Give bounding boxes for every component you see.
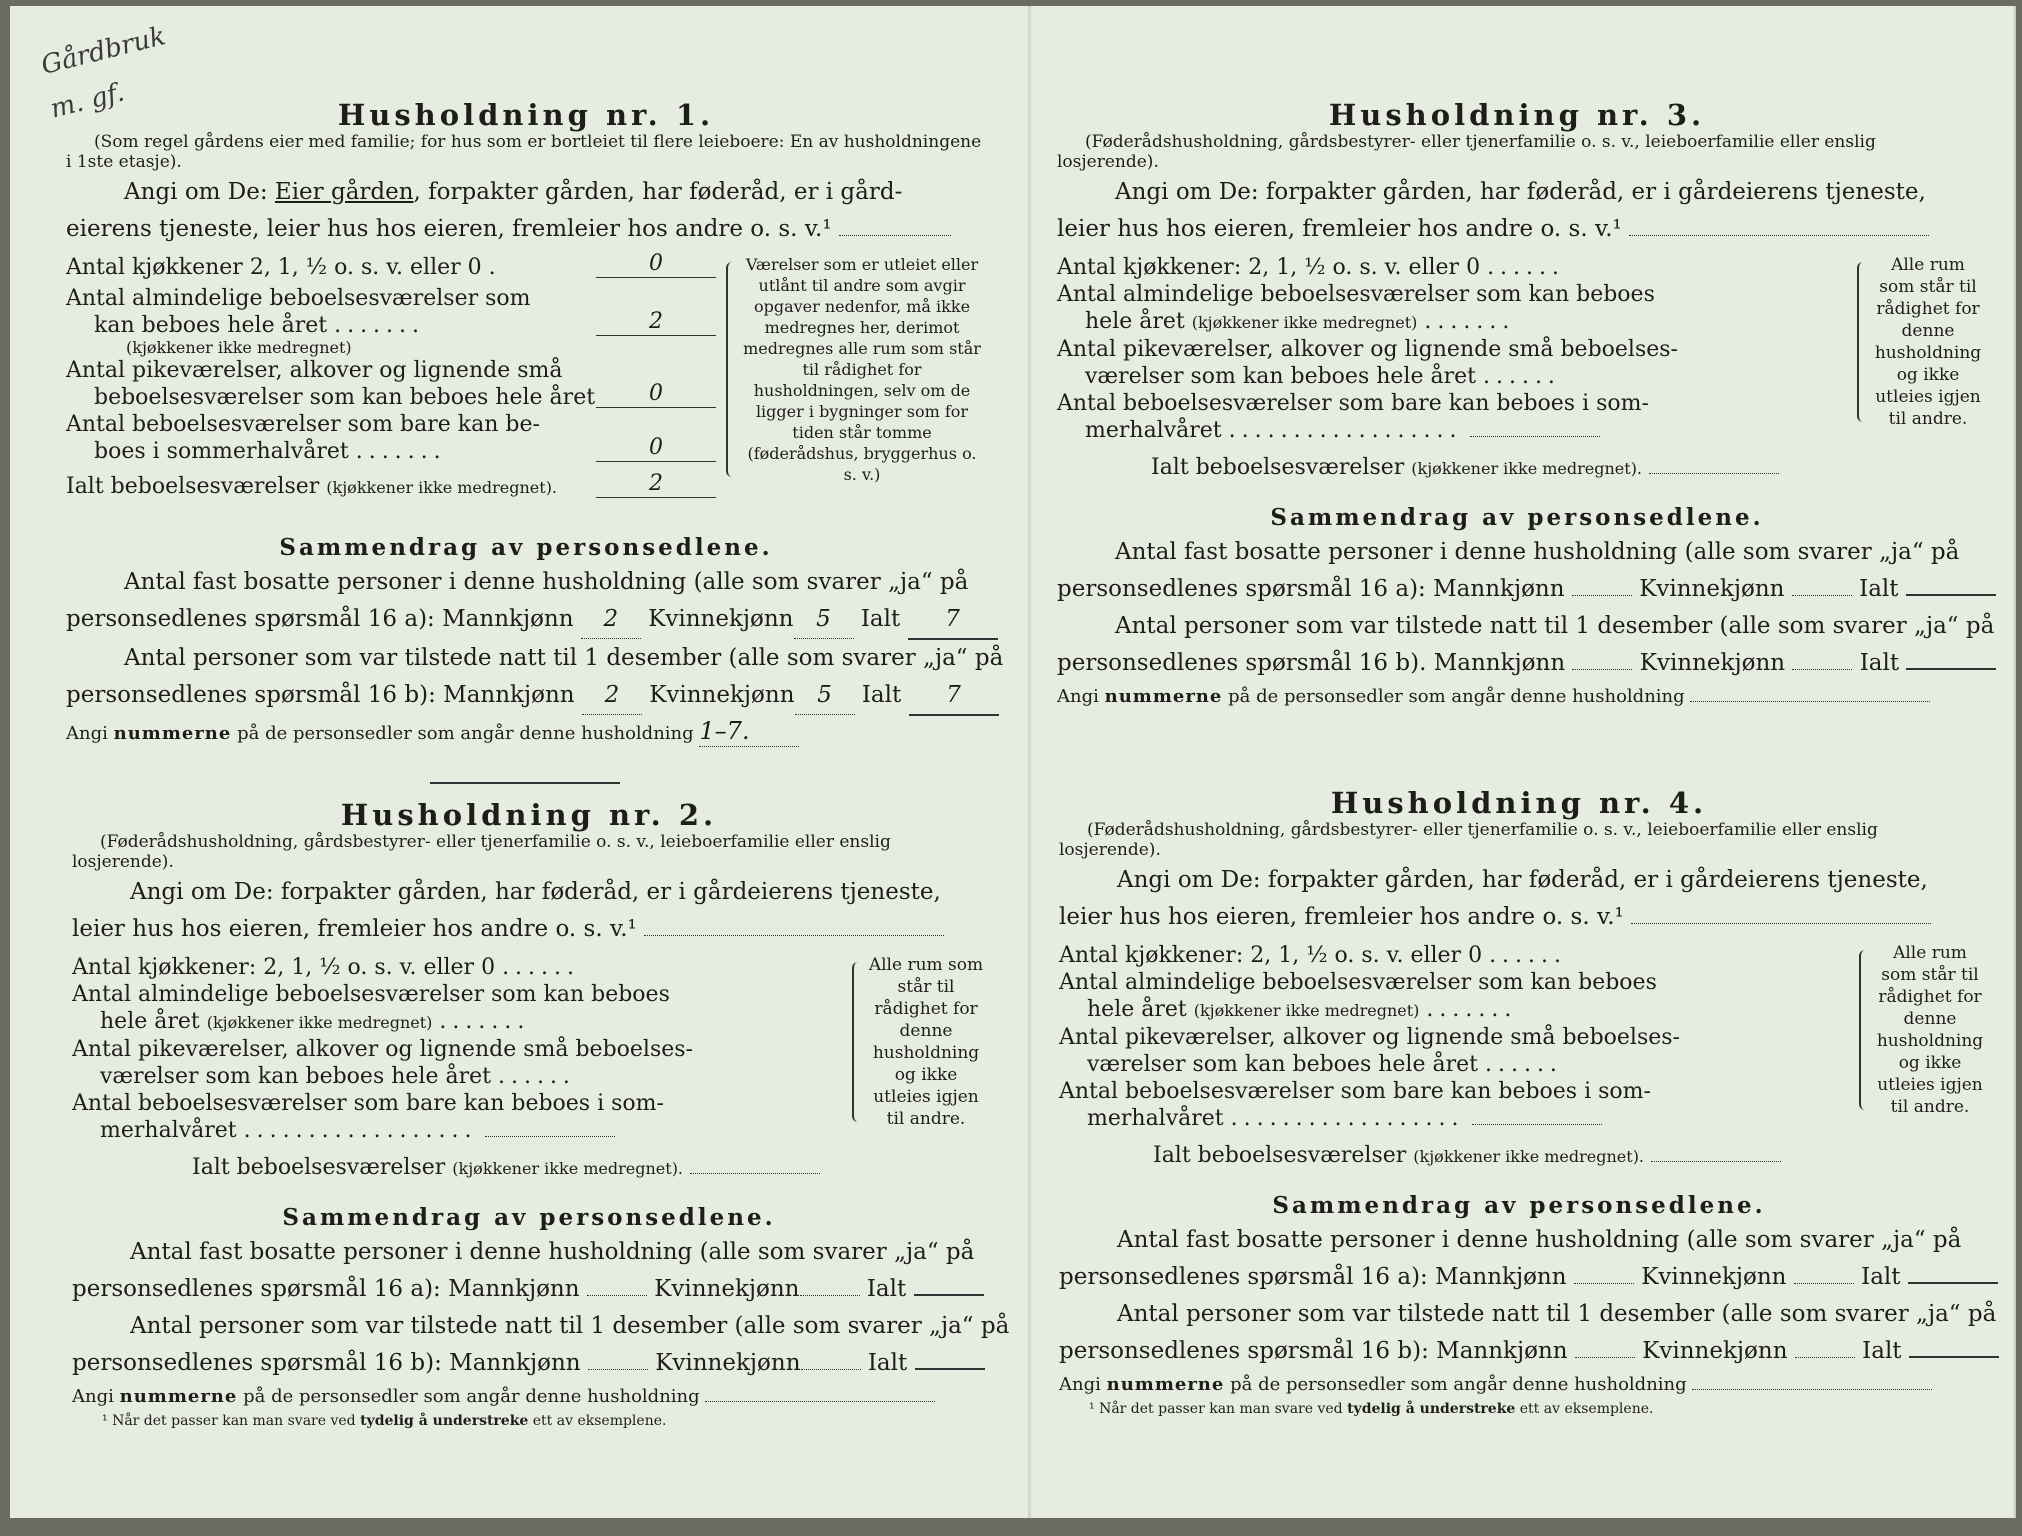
household-4-numbers	[1059, 1370, 1979, 1400]
household-3-summary-title: Sammendrag av personsedlene.	[1270, 504, 1764, 531]
present-label: personsedlenes spørsmål 16 b):	[66, 682, 436, 708]
present-male-blank	[1575, 1357, 1635, 1358]
resident-male-value: 2	[581, 601, 641, 639]
angi-line-2-text: eierens tjeneste, leier hus hos eieren, fremleier hos andre o. s. v.¹	[66, 216, 832, 242]
household-4-summary-title: Sammendrag av personsedlene.	[1272, 1192, 1766, 1219]
household-1	[66, 98, 1004, 749]
resident-total-value: 7	[908, 601, 998, 640]
resident-label: personsedlenes spørsmål 16 a):	[66, 606, 435, 632]
ordinary-row-b: hele året (kjøkkener ikke medregnet) .......	[1085, 309, 1516, 334]
angi-blank	[1631, 923, 1931, 924]
household-1-angi-line-1	[66, 174, 986, 211]
summer-row-a	[1057, 390, 1837, 417]
summer-label-a: Antal beboelsesværelser som bare kan beboes i som-	[72, 1091, 664, 1116]
total-label: Ialt beboelsesværelser	[66, 474, 320, 499]
total-paren: (kjøkkener ikke medregnet).	[1411, 459, 1643, 478]
ordinary-label-a: Antal almindelige beboelsesværelser som kan beboes	[1059, 970, 1657, 995]
maid-label-a: Antal pikeværelser, alkover og lignende små beboelses-	[1059, 1025, 1680, 1050]
household-2-numbers	[72, 1382, 986, 1412]
present-total-value: 7	[909, 677, 999, 716]
maid-label-b: beboelsesværelser som kan beboes hele året	[94, 385, 596, 410]
household-3-present-1: Antal personer som var tilstede natt til 1 desember (alle som svarer „ja“ på	[1115, 613, 1995, 639]
male-label: Mannkjønn	[1433, 650, 1566, 676]
summer-label-b: merhalvåret	[100, 1118, 237, 1143]
resident-label: personsedlenes spørsmål 16 a):	[72, 1276, 441, 1302]
margin-note-2: m. gf.	[47, 77, 128, 125]
female-label: Kvinnekjønn	[1639, 650, 1786, 676]
maid-row-a	[1057, 336, 1837, 363]
household-1-rooms	[66, 251, 986, 524]
household-1-resident-2	[66, 601, 986, 640]
total-short-label: Ialt	[860, 606, 901, 632]
numbers-bold: nummerne	[113, 723, 232, 744]
present-label: personsedlenes spørsmål 16 b):	[1059, 1338, 1429, 1364]
numbers-bold: nummerne	[119, 1386, 238, 1407]
female-label: Kvinnekjønn	[1641, 1264, 1787, 1290]
summer-label-a: Antal beboelsesværelser som bare kan beboes i som-	[1057, 391, 1649, 416]
summer-label-a: Antal beboelsesværelser som bare kan be-	[66, 412, 540, 437]
household-4-present-1: Antal personer som var tilstede natt til 1 desember (alle som svarer „ja“ på	[1117, 1301, 1997, 1327]
female-label: Kvinnekjønn	[655, 1350, 801, 1376]
household-2-resident-1: Antal fast bosatte personer i denne husholdning (alle som svarer „ja“ på	[130, 1239, 975, 1265]
maid-row-b: værelser som kan beboes hele året ......	[100, 1064, 576, 1089]
footnote-bold: tydelig å understreke	[1347, 1401, 1516, 1417]
angi-rest: , forpakter gården, har føderåd, er i gård-	[413, 179, 903, 205]
ordinary-label-b: hele året	[1085, 309, 1185, 334]
room-questions	[1057, 254, 1837, 482]
total-short-label: Ialt	[1862, 1338, 1902, 1364]
female-label: Kvinnekjønn	[648, 606, 794, 632]
kitchens-row: Antal kjøkkener: 2, 1, ½ o. s. v. eller 0 ......	[1059, 943, 1568, 968]
household-2	[72, 798, 1010, 1430]
present-female-value: 5	[795, 677, 855, 715]
total-label: Ialt beboelsesværelser	[192, 1155, 446, 1180]
angi-underlined-answer: Eier gården	[274, 179, 414, 205]
maid-row-b: værelser som kan beboes hele året ......	[1087, 1052, 1563, 1077]
total-short-label: Ialt	[861, 682, 902, 708]
household-3-present-2	[1057, 645, 1977, 682]
total-paren: (kjøkkener ikke medregnet).	[326, 478, 558, 497]
household-4-title: Husholdning nr. 4.	[1330, 786, 1708, 820]
angi-prefix: Angi om De:	[124, 179, 268, 205]
summer-label-a: Antal beboelsesværelser som bare kan beboes i som-	[1059, 1079, 1651, 1104]
female-label: Kvinnekjønn	[1642, 1338, 1788, 1364]
ordinary-label-b: kan beboes hele året	[94, 313, 328, 338]
household-3-resident-1: Antal fast bosatte personer i denne husholdning (alle som svarer „ja“ på	[1115, 539, 1960, 565]
household-2-angi-line-1: Angi om De: forpakter gården, har føderåd, er i gårdeierens tjeneste,	[130, 879, 941, 905]
room-questions	[1059, 942, 1839, 1170]
kitchens-row: Antal kjøkkener: 2, 1, ½ o. s. v. eller 0 ......	[72, 955, 581, 980]
summer-label-b: merhalvåret	[1085, 418, 1222, 443]
household-2-side-note: Alle rum som står til rådighet for denne husholdning og ikke utleies igjen til andre.	[852, 954, 984, 1130]
maid-label-b: værelser som kan beboes hele året	[1085, 364, 1476, 389]
census-sheet	[10, 6, 2016, 1518]
maid-label-a: Antal pikeværelser, alkover og lignende små beboelses-	[1057, 337, 1678, 362]
household-1-summary-title: Sammendrag av personsedlene.	[279, 534, 773, 561]
resident-female-value: 5	[794, 601, 854, 639]
male-label: Mannkjønn	[1433, 576, 1565, 602]
angi-blank	[1629, 235, 1929, 236]
household-3-angi-line-2	[1057, 211, 1977, 248]
kitchens-label: Antal kjøkkener 2, 1, ½ o. s. v. eller 0	[66, 255, 482, 280]
total-label: Ialt beboelsesværelser	[1151, 455, 1405, 480]
angi-line-2-text: leier hus hos eieren, fremleier hos andre o. s. v.¹	[1059, 904, 1624, 930]
ordinary-label-a: Antal almindelige beboelsesværelser som	[66, 286, 531, 311]
household-2-angi-line-2	[72, 911, 986, 948]
household-4-resident-2	[1059, 1259, 1979, 1296]
household-1-numbers	[66, 716, 986, 749]
maid-row-a	[72, 1036, 832, 1063]
household-3-side-note: Alle rum som står til rådighet for denne husholdning og ikke utleies igjen til andre.	[1857, 254, 1983, 430]
resident-male-blank	[1572, 595, 1632, 596]
household-3-rooms	[1057, 254, 1982, 494]
ordinary-label-a: Antal almindelige beboelsesværelser som kan beboes	[1057, 282, 1655, 307]
numbers-pre: Angi	[72, 1386, 114, 1407]
maid-answer: 0	[596, 380, 716, 408]
total-paren: (kjøkkener ikke medregnet).	[452, 1159, 684, 1178]
resident-male-blank	[587, 1295, 647, 1296]
household-4-rooms	[1059, 942, 1984, 1182]
total-row	[1057, 454, 1837, 482]
footnote-post: ett av eksemplene.	[532, 1413, 667, 1429]
household-3-title: Husholdning nr. 3.	[1328, 98, 1706, 132]
ordinary-row-a	[72, 981, 832, 1008]
kitchens-label: Antal kjøkkener: 2, 1, ½ o. s. v. eller 0	[72, 955, 496, 980]
ordinary-row-b: hele året (kjøkkener ikke medregnet) .......	[100, 1009, 531, 1034]
numbers-post: på de personsedler som angår denne husholdning	[243, 1386, 700, 1407]
household-1-resident-1: Antal fast bosatte personer i denne husholdning (alle som svarer „ja“ på	[124, 569, 969, 595]
kitchens-label: Antal kjøkkener: 2, 1, ½ o. s. v. eller 0	[1059, 943, 1483, 968]
ordinary-row-b: kan beboes hele året ....... 2	[66, 312, 716, 339]
household-4-present-2	[1059, 1333, 1979, 1370]
resident-male-blank	[1574, 1283, 1634, 1284]
total-short-label: Ialt	[1859, 650, 1900, 676]
total-short-label: Ialt	[866, 1276, 907, 1302]
kitchens-label: Antal kjøkkener: 2, 1, ½ o. s. v. eller 0	[1057, 255, 1481, 280]
summer-row-b: merhalvåret ..................	[72, 1117, 832, 1144]
footnote-bold: tydelig å understreke	[360, 1413, 529, 1429]
ordinary-answer: 2	[596, 308, 716, 336]
household-1-angi-line-2	[66, 211, 986, 248]
right-page	[1031, 6, 2014, 1518]
household-4-footnote	[1059, 1400, 1979, 1418]
section-divider	[430, 782, 620, 784]
kitchens-row: Antal kjøkkener: 2, 1, ½ o. s. v. eller 0 ......	[1057, 255, 1566, 280]
household-2-footnote	[72, 1412, 986, 1430]
resident-total-blank	[914, 1294, 984, 1296]
ordinary-paren: (kjøkkener ikke medregnet)	[1193, 1001, 1420, 1020]
household-2-resident-2	[72, 1271, 986, 1308]
female-label: Kvinnekjønn	[649, 682, 795, 708]
summer-answer: 0	[596, 434, 716, 462]
household-1-present-2	[66, 677, 986, 716]
room-questions	[72, 954, 832, 1182]
resident-label: personsedlenes spørsmål 16 a):	[1059, 1264, 1428, 1290]
household-3-numbers	[1057, 682, 1977, 712]
household-2-present-1: Antal personer som var tilstede natt til 1 desember (alle som svarer „ja“ på	[130, 1313, 1010, 1339]
household-3-resident-2	[1057, 571, 1977, 608]
male-label: Mannkjønn	[448, 1276, 580, 1302]
kitchens-row: Antal kjøkkener 2, 1, ½ o. s. v. eller 0 . 0	[66, 254, 716, 281]
household-4	[1059, 786, 1997, 1418]
angi-blank	[644, 935, 944, 936]
numbers-post: på de personsedler som angår denne husholdning	[1228, 686, 1685, 707]
total-short-label: Ialt	[1861, 1264, 1901, 1290]
numbers-bold: nummerne	[1106, 1374, 1225, 1395]
present-female-blank	[1792, 669, 1852, 670]
household-2-present-2	[72, 1345, 986, 1382]
household-4-angi-line-2	[1059, 899, 1979, 936]
maid-row-a	[1059, 1024, 1839, 1051]
ordinary-row-a	[1057, 281, 1837, 308]
household-1-side-note: Værelser som er utleiet eller utlånt til andre som avgir opgaver nedenfor, må ikke medregnes her, derimot medregnes alle rum som står til rådighet for husholdningen, selv om de ligger i bygninger som for tiden står tomme (føderådshus, bryggerhus o. s. v.)	[726, 254, 982, 485]
household-3	[1057, 98, 1995, 712]
female-label: Kvinnekjønn	[1639, 576, 1785, 602]
male-label: Mannkjønn	[442, 606, 574, 632]
total-short-label: Ialt	[1859, 576, 1899, 602]
total-row	[1059, 1142, 1839, 1170]
maid-label-b: værelser som kan beboes hele året	[1087, 1052, 1478, 1077]
maid-row-b: værelser som kan beboes hele året ......	[1085, 364, 1561, 389]
resident-label: personsedlenes spørsmål 16 a):	[1057, 576, 1426, 602]
total-row	[66, 473, 716, 501]
household-3-note: (Føderådshusholdning, gårdsbestyrer- eller tjenerfamilie o. s. v., leieboerfamilie eller enslig losjerende).	[1057, 132, 1876, 172]
household-2-note: (Føderådshusholdning, gårdsbestyrer- eller tjenerfamilie o. s. v., leieboerfamilie eller enslig losjerende).	[72, 832, 891, 872]
summer-label-b: merhalvåret	[1087, 1106, 1224, 1131]
male-label: Mannkjønn	[1435, 1264, 1567, 1290]
household-4-side-note: Alle rum som står til rådighet for denne husholdning og ikke utleies igjen til andre.	[1859, 942, 1985, 1118]
angi-blank	[839, 235, 951, 236]
present-male-blank	[1572, 669, 1632, 670]
present-label: personsedlenes spørsmål 16 b).	[1057, 650, 1427, 676]
summer-row-b: boes i sommerhalvåret ....... 0	[66, 438, 716, 465]
total-paren: (kjøkkener ikke medregnet).	[1413, 1147, 1645, 1166]
present-total-blank	[915, 1368, 985, 1370]
ordinary-paren: (kjøkkener ikke medregnet)	[126, 338, 352, 357]
ordinary-label-b: hele året	[1087, 997, 1187, 1022]
maid-label-b: værelser som kan beboes hele året	[100, 1064, 491, 1089]
numbers-value: 1–7.	[699, 716, 799, 747]
household-2-title: Husholdning nr. 2.	[340, 798, 718, 832]
numbers-pre: Angi	[66, 723, 108, 744]
ordinary-paren: (kjøkkener ikke medregnet)	[206, 1013, 433, 1032]
male-label: Mannkjønn	[1436, 1338, 1568, 1364]
present-male-value: 2	[582, 677, 642, 715]
resident-total-blank	[1906, 594, 1996, 596]
household-2-summary-title: Sammendrag av personsedlene.	[282, 1204, 776, 1231]
household-4-resident-1: Antal fast bosatte personer i denne husholdning (alle som svarer „ja“ på	[1117, 1227, 1962, 1253]
present-female-blank	[1795, 1357, 1855, 1358]
resident-female-blank	[1794, 1283, 1854, 1284]
summer-row-a	[1059, 1078, 1839, 1105]
ordinary-label-b: hele året	[100, 1009, 200, 1034]
footnote-pre: ¹ Når det passer kan man svare ved	[1089, 1401, 1343, 1417]
ordinary-paren: (kjøkkener ikke medregnet)	[1191, 313, 1418, 332]
footnote-pre: ¹ Når det passer kan man svare ved	[102, 1413, 356, 1429]
summer-row-b: merhalvåret ..................	[1059, 1105, 1839, 1132]
footnote-post: ett av eksemplene.	[1519, 1401, 1654, 1417]
resident-total-blank	[1908, 1282, 1998, 1284]
household-1-title: Husholdning nr. 1.	[337, 98, 715, 132]
summer-row-b: merhalvåret ..................	[1057, 417, 1837, 444]
summer-row-a	[72, 1090, 832, 1117]
male-label: Mannkjønn	[449, 1350, 581, 1376]
ordinary-row-b: hele året (kjøkkener ikke medregnet) .......	[1087, 997, 1518, 1022]
present-male-blank	[588, 1369, 648, 1370]
ordinary-label-a: Antal almindelige beboelsesværelser som kan beboes	[72, 982, 670, 1007]
resident-female-blank	[800, 1295, 860, 1296]
total-row	[72, 1154, 832, 1182]
present-label: personsedlenes spørsmål 16 b):	[72, 1350, 442, 1376]
present-total-blank	[1906, 668, 1996, 670]
numbers-post: på de personsedler som angår denne husholdning	[1230, 1374, 1687, 1395]
total-label: Ialt beboelsesværelser	[1153, 1143, 1407, 1168]
maid-label-a: Antal pikeværelser, alkover og lignende små beboelses-	[72, 1037, 693, 1062]
margin-note-1: Gårdbruk	[38, 21, 169, 81]
male-label: Mannkjønn	[443, 682, 575, 708]
angi-line-2-text: leier hus hos eieren, fremleier hos andre o. s. v.¹	[72, 916, 637, 942]
left-page	[10, 6, 1028, 1518]
ordinary-row-a	[1059, 969, 1839, 996]
total-answer: 2	[596, 470, 716, 498]
total-short-label: Ialt	[867, 1350, 908, 1376]
present-total-blank	[1909, 1356, 1999, 1358]
present-female-blank	[801, 1369, 861, 1370]
summer-label-b: boes i sommerhalvåret	[94, 439, 349, 464]
numbers-pre: Angi	[1057, 686, 1099, 707]
household-4-note: (Føderådshusholdning, gårdsbestyrer- eller tjenerfamilie o. s. v., leieboerfamilie eller enslig losjerende).	[1059, 820, 1878, 860]
angi-line-2-text: leier hus hos eieren, fremleier hos andre o. s. v.¹	[1057, 216, 1622, 242]
numbers-bold: nummerne	[1104, 686, 1223, 707]
female-label: Kvinnekjønn	[654, 1276, 800, 1302]
household-1-note: (Som regel gårdens eier med familie; for hus som er bortleiet til flere leieboere: En av husholdningene i 1ste etasje).	[66, 132, 982, 172]
numbers-post: på de personsedler som angår denne husholdning	[237, 723, 694, 744]
maid-label-a: Antal pikeværelser, alkover og lignende små	[66, 358, 563, 383]
resident-female-blank	[1792, 595, 1852, 596]
room-questions	[66, 251, 716, 501]
household-2-rooms	[72, 954, 986, 1194]
kitchens-answer: 0	[596, 250, 716, 278]
numbers-pre: Angi	[1059, 1374, 1101, 1395]
household-1-present-1: Antal personer som var tilstede natt til 1 desember (alle som svarer „ja“ på	[124, 645, 1004, 671]
household-3-angi-line-1: Angi om De: forpakter gården, har føderåd, er i gårdeierens tjeneste,	[1115, 179, 1926, 205]
household-4-angi-line-1: Angi om De: forpakter gården, har føderåd, er i gårdeierens tjeneste,	[1117, 867, 1928, 893]
maid-row-b	[66, 381, 716, 411]
